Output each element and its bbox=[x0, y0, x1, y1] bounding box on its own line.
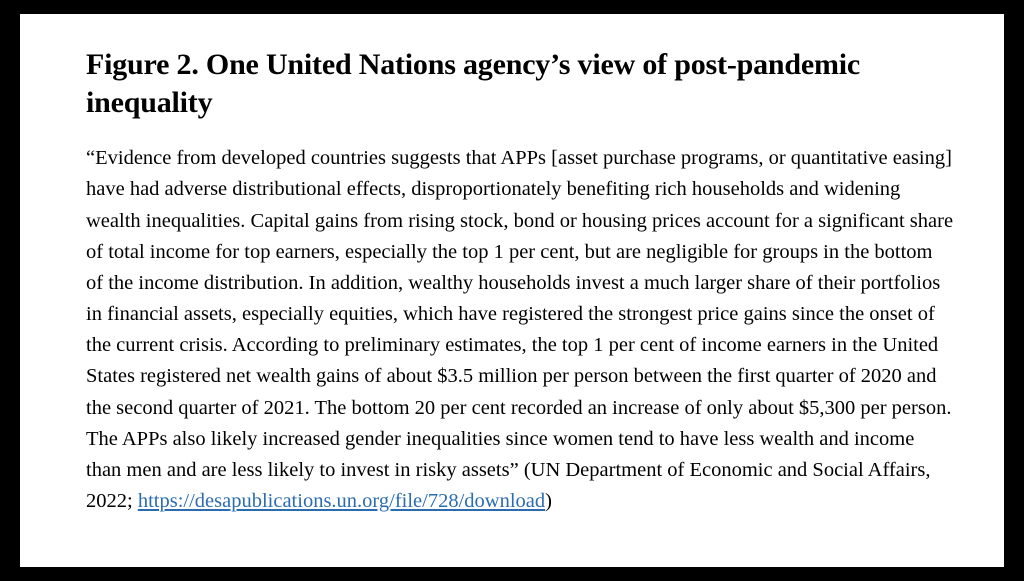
quote-text: “Evidence from developed countries suggests that APPs [asset purchase programs, or quantitative easing] have had adverse distributional effects, disproportionately benefiting rich households and widening wealth inequalities. Capital gains from rising stock, bond or housing prices account for a significant share of total income for top earners, especially the top 1 per cent, but are negligible for groups in the bottom of the income distribution. In addition, wealthy households invest a much larger share of their portfolios in financial assets, especially equities, which have registered the strongest price gains since the onset of the current crisis. According to preliminary estimates, the top 1 per cent of income earners in the United States registered net wealth gains of about $3.5 million per person between the first quarter of 2020 and the second quarter of 2021. The bottom 20 per cent recorded an increase of only about $5,300 per person. The APPs also likely increased gender inequalities since women tend to have less wealth and income than men and are less likely to invest in risky assets” bbox=[86, 147, 954, 481]
citation-prefix: (UN Department of Economic and Social Affairs, 2022; bbox=[86, 458, 931, 512]
source-link[interactable]: https://desapublications.un.org/file/728/download bbox=[137, 490, 546, 512]
figure-card bbox=[20, 14, 1004, 567]
figure-quote-paragraph bbox=[86, 143, 954, 517]
citation-suffix: ) bbox=[545, 490, 552, 512]
figure-content bbox=[86, 46, 956, 538]
figure-title: Figure 2. One United Nations agency’s view of post-pandemic inequality bbox=[86, 48, 861, 120]
